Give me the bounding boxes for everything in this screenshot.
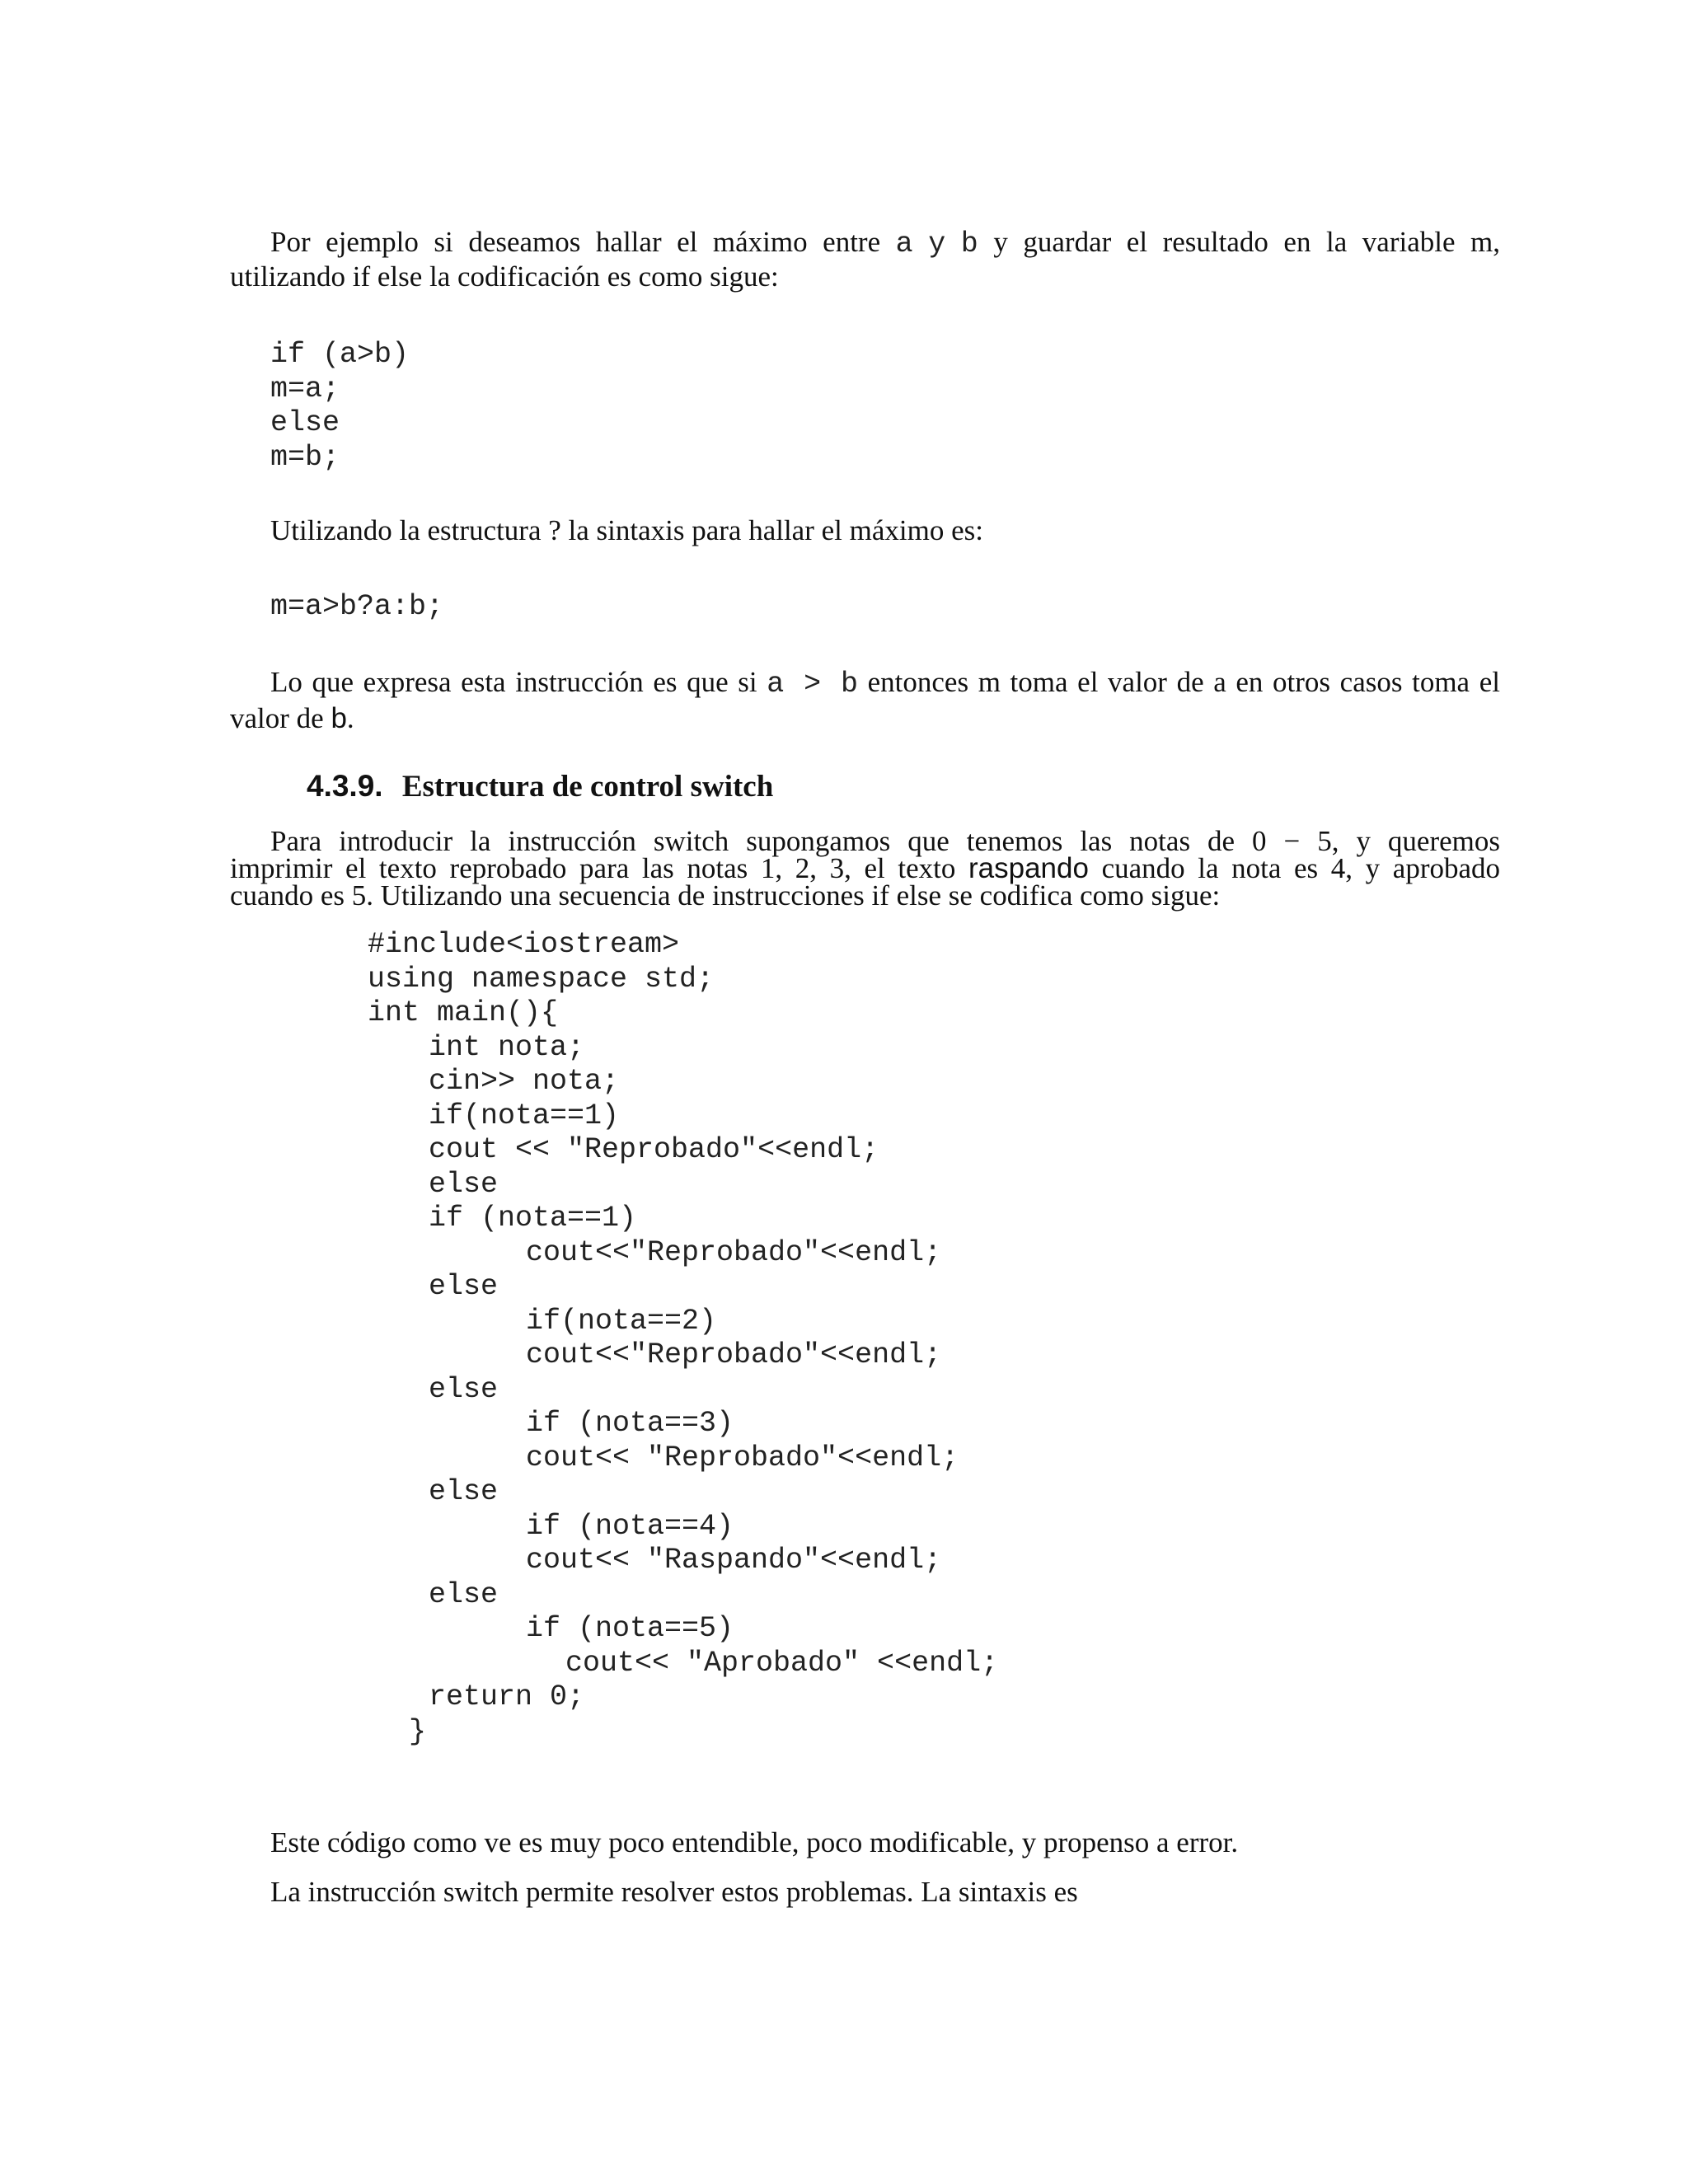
code-line: else [429,1270,499,1303]
code-line: if (nota==1) [429,1202,637,1235]
code-line: else [429,1167,499,1201]
code-line: cout<< "Aprobado" <<endl; [565,1646,999,1680]
code-line: cout<< "Raspando"<<endl; [526,1544,942,1577]
explain-period: . [346,702,354,734]
variable-a: a [895,227,913,260]
code-line: if (nota==4) [526,1509,734,1543]
code-line: cout << "Reprobado"<<endl; [429,1133,879,1166]
code-line: cout<< "Reprobado"<<endl; [526,1441,959,1474]
section-heading [307,768,773,805]
code-line: cin>> nota; [429,1065,620,1098]
code-line: else [270,406,340,439]
conjunction-y: y [928,227,946,260]
code-line: m=b; [270,440,340,474]
explain-text-start: Lo que expresa esta instrucción es que si [270,666,757,698]
closing-line-2: La instrucción switch permite resolver estos problemas. La sintaxis es [270,1876,1078,1908]
switch-intro-line-1: Para introducir la instrucción switch supongamos que tenemos las notas de 0 − 5, y queremos [270,825,1500,857]
code-line: if(nota==1) [429,1099,620,1132]
code-line: int nota; [429,1030,585,1064]
code-line: #include<iostream> [368,928,680,961]
intro-text-end: y guardar el resultado en la variable m, [993,226,1501,258]
ternary-intro: Utilizando la estructura ? la sintaxis para hallar el máximo es: [270,514,983,546]
section-number: 4.3.9. [307,769,383,803]
code-line: if (a>b) [270,338,410,371]
code-line: using namespace std; [368,962,715,996]
switch-intro-line-2-start: imprimir el texto reprobado para las notas 1, 2, 3, el texto [230,852,956,884]
nota-code-block [368,928,998,1749]
explain-text-end: entonces m toma el valor de a en otros casos toma el [867,666,1500,698]
code-line: } [409,1714,427,1748]
code-line: else [429,1475,499,1508]
switch-intro-line-3: cuando es 5. Utilizando una secuencia de instrucciones if else se codifica como sigue: [230,879,1221,912]
code-line: if(nota==2) [526,1304,717,1338]
code-line: cout<<"Reprobado"<<endl; [526,1235,942,1269]
explain-line-2-text: valor de [230,702,324,734]
variable-b: b [960,227,978,260]
code-line: if (nota==3) [526,1407,734,1440]
explain-line-2 [230,702,354,735]
condition-code: a > b [767,668,859,701]
code-line: else [429,1372,499,1406]
code-line: else [429,1577,499,1611]
intro-line-2: utilizando if else la codificación es como sigue: [230,260,779,293]
code-line: if (nota==5) [526,1612,734,1645]
variable-b-sans: b [331,702,347,734]
switch-intro-line-2-end: cuando la nota es 4, y aprobado [1101,852,1501,884]
if-else-code-block [270,338,409,475]
raspando-word: raspando [968,852,1089,884]
intro-text-start: Por ejemplo si deseamos hallar el máximo entre [270,226,881,258]
code-line: int main(){ [368,996,559,1029]
ternary-code: m=a>b?a:b; [270,590,444,623]
explain-line-1 [270,666,1500,701]
intro-line-1 [270,226,1500,260]
closing-line-1: Este código como ve es muy poco entendible, poco modificable, y propenso a error. [270,1826,1239,1858]
switch-intro-line-2 [230,852,1501,884]
code-line: m=a; [270,372,340,405]
section-title: Estructura de control switch [401,770,774,804]
code-line: cout<<"Reprobado"<<endl; [526,1338,942,1371]
code-line: return 0; [429,1680,585,1713]
